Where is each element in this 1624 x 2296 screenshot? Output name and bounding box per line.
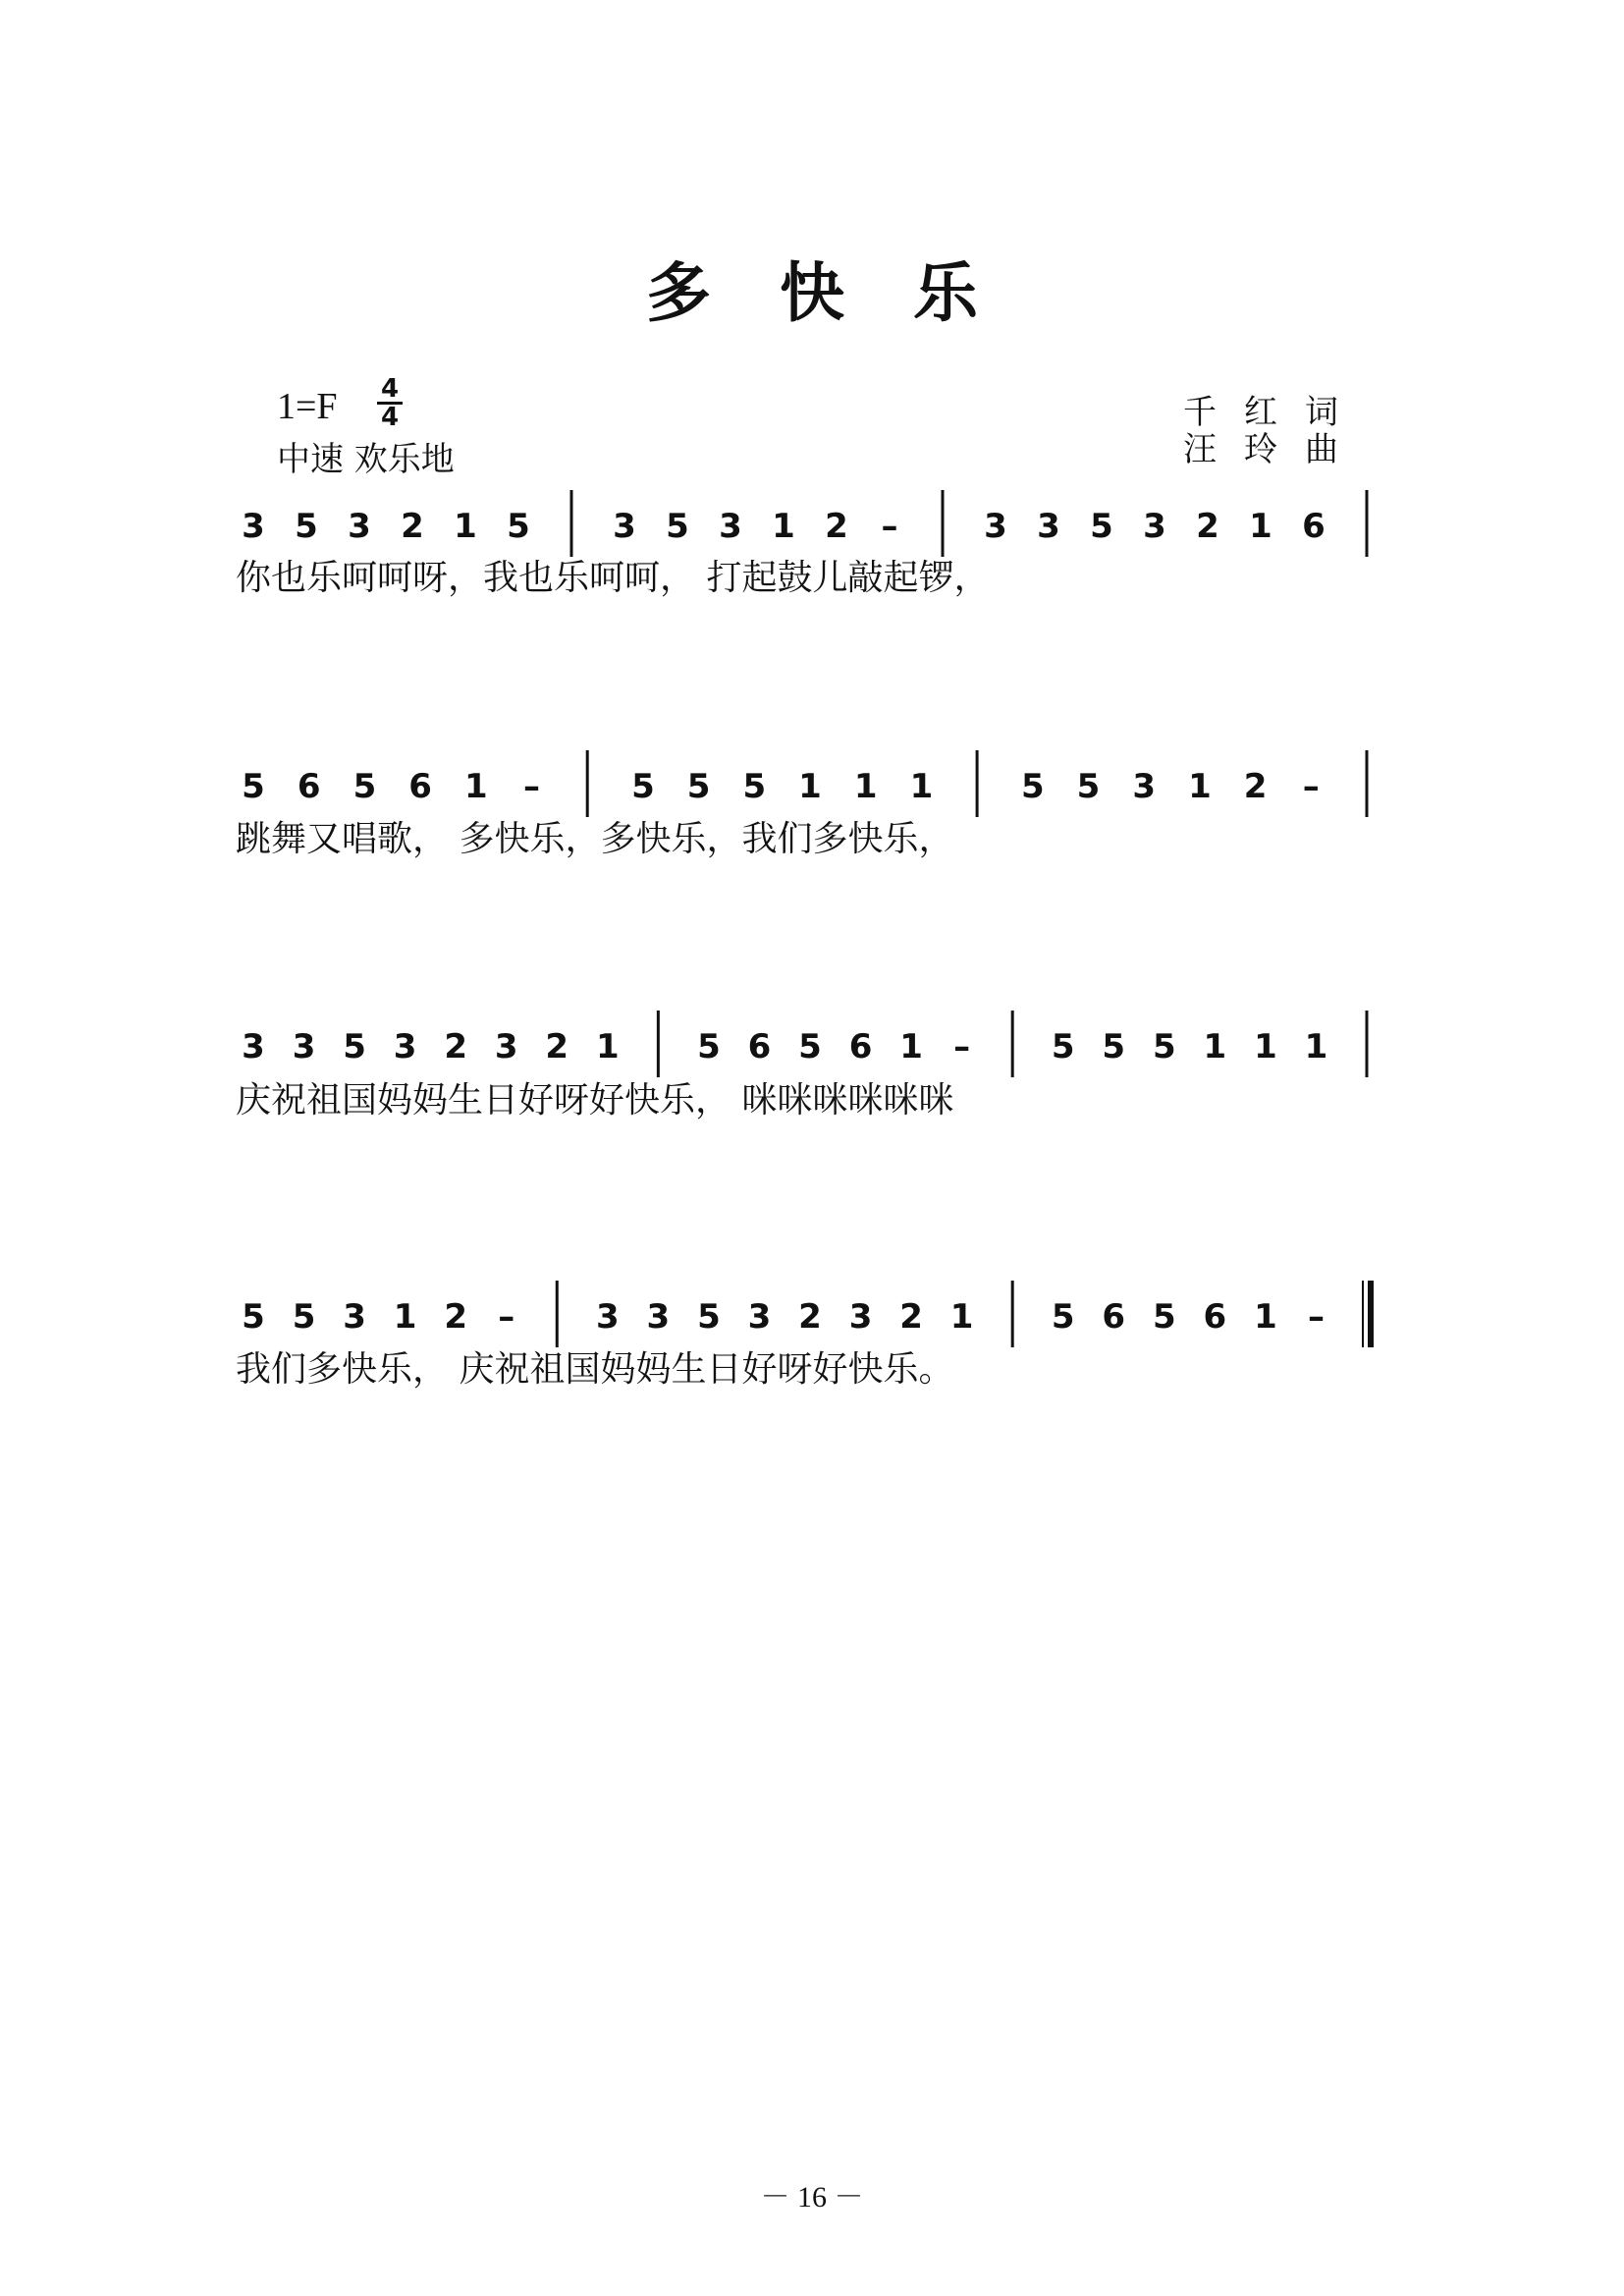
note: 3	[848, 1297, 873, 1337]
note: 6	[297, 767, 321, 806]
note: 5	[697, 1027, 721, 1066]
note: 5	[343, 1027, 366, 1066]
note: 2	[444, 1297, 468, 1337]
note: 5	[1051, 1027, 1075, 1066]
note: 1	[798, 767, 822, 806]
note: 2	[545, 1027, 569, 1066]
note: 3	[393, 1027, 417, 1066]
note: 5	[295, 507, 318, 546]
lyricist-credit: 千红词	[1183, 393, 1366, 432]
note: 3	[494, 1027, 518, 1066]
note: 1	[595, 1027, 620, 1066]
note: 5	[631, 767, 655, 806]
song-title: 多快乐	[646, 255, 1047, 331]
note: 1	[1249, 507, 1272, 546]
note: 2	[825, 507, 848, 546]
note: 2	[798, 1297, 822, 1337]
note: 3	[646, 1297, 671, 1337]
note: 1	[463, 767, 488, 806]
tempo-marking: 中速 欢乐地	[277, 440, 455, 479]
note: 6	[408, 767, 432, 806]
lyric-line: 我们多快乐， 庆祝祖国妈妈生日好呀好快乐。	[236, 1349, 954, 1390]
note: 3	[747, 1297, 772, 1337]
note: 1	[853, 767, 878, 806]
note: 6	[747, 1027, 772, 1066]
lyric-line: 跳舞又唱歌， 多快乐，多快乐，我们多快乐，	[236, 819, 954, 859]
note: 5	[686, 767, 711, 806]
note: 3	[1143, 507, 1166, 546]
dash-note: –	[881, 507, 898, 546]
note: 5	[242, 1297, 265, 1337]
note: 1	[1254, 1297, 1277, 1337]
dash-note: –	[498, 1297, 515, 1337]
time-signature-bottom: 4	[380, 403, 400, 432]
note: 3	[1132, 767, 1157, 806]
note: 5	[1152, 1297, 1176, 1337]
note: 5	[666, 507, 689, 546]
note: 1	[1203, 1027, 1227, 1066]
dash-note: –	[1302, 767, 1320, 806]
note: 3	[984, 507, 1007, 546]
note: 6	[1203, 1297, 1227, 1337]
note: 1	[454, 507, 477, 546]
note: 2	[401, 507, 424, 546]
note: 3	[242, 1027, 265, 1066]
note: 1	[949, 1297, 974, 1337]
dash-note: –	[523, 767, 540, 806]
note: 5	[742, 767, 767, 806]
note: 3	[1037, 507, 1060, 546]
page-number: － 16 －	[760, 2181, 864, 2214]
note: 5	[242, 767, 265, 806]
note: 5	[1020, 767, 1045, 806]
note: 5	[1102, 1027, 1126, 1066]
note: 3	[242, 507, 265, 546]
note: 2	[899, 1297, 923, 1337]
note: 5	[1051, 1297, 1075, 1337]
note: 1	[1254, 1027, 1277, 1066]
note: 5	[507, 507, 530, 546]
dash-note: –	[953, 1027, 971, 1066]
note: 3	[719, 507, 742, 546]
note: 5	[352, 767, 377, 806]
note: 6	[1302, 507, 1326, 546]
note: 5	[798, 1027, 822, 1066]
time-signature-top: 4	[380, 374, 400, 404]
dash-note: –	[1307, 1297, 1325, 1337]
note: 1	[393, 1297, 417, 1337]
note: 2	[444, 1027, 468, 1066]
note: 3	[292, 1027, 316, 1066]
note: 2	[1243, 767, 1268, 806]
note: 3	[595, 1297, 620, 1337]
note: 6	[1102, 1297, 1126, 1337]
key-signature-text: 1=F	[277, 386, 338, 427]
note: 1	[772, 507, 795, 546]
note: 6	[848, 1027, 873, 1066]
note: 1	[1188, 767, 1212, 806]
note: 1	[899, 1027, 923, 1066]
note: 5	[697, 1297, 721, 1337]
note: 3	[613, 507, 636, 546]
note: 3	[348, 507, 371, 546]
note: 1	[909, 767, 934, 806]
lyric-line: 庆祝祖国妈妈生日好呀好快乐， 咪咪咪咪咪咪	[236, 1080, 954, 1121]
note: 3	[343, 1297, 366, 1337]
composer-credit: 汪玲曲	[1183, 430, 1366, 469]
note: 2	[1196, 507, 1219, 546]
note: 5	[1076, 767, 1101, 806]
note: 5	[1152, 1027, 1176, 1066]
note: 5	[292, 1297, 316, 1337]
lyric-line: 你也乐呵呵呀，我也乐呵呵， 打起鼓儿敲起锣，	[236, 558, 990, 598]
note: 1	[1304, 1027, 1328, 1066]
note: 5	[1090, 507, 1113, 546]
